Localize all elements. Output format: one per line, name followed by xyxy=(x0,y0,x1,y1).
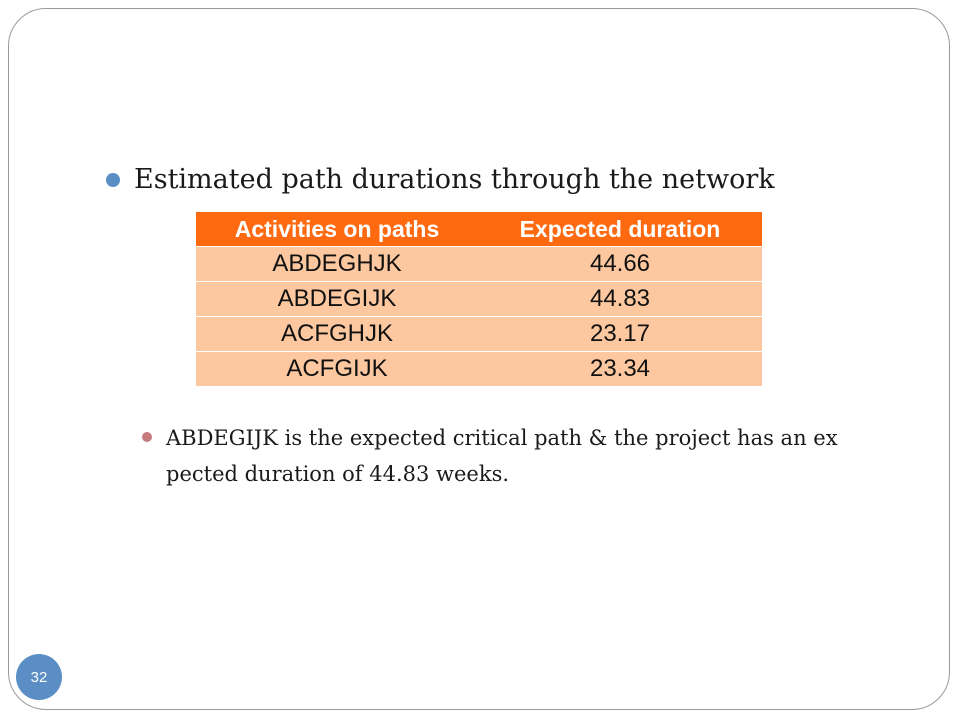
table-row xyxy=(196,352,762,387)
main-bullet xyxy=(106,158,775,202)
path-cell: ACFGHJK xyxy=(196,317,478,352)
path-cell: ABDEGHJK xyxy=(196,247,478,282)
table-header-row xyxy=(196,212,762,247)
path-duration-table xyxy=(196,212,762,386)
bullet-heading: Estimated path durations through the network xyxy=(134,164,775,195)
table-row xyxy=(196,282,762,317)
bullet-dot-icon xyxy=(106,173,120,187)
duration-cell: 44.66 xyxy=(478,247,762,282)
duration-cell: 23.34 xyxy=(478,352,762,387)
sub-bullet xyxy=(142,420,902,492)
path-cell: ABDEGIJK xyxy=(196,282,478,317)
path-cell: ACFGIJK xyxy=(196,352,478,387)
table-row xyxy=(196,317,762,352)
column-header-paths: Activities on paths xyxy=(196,212,478,247)
sub-bullet-dot-icon xyxy=(142,432,152,442)
critical-path-note: ABDEGIJK is the expected critical path & the project has an ex pected duration of 44.83 weeks. xyxy=(166,426,838,486)
table-row xyxy=(196,247,762,282)
duration-cell: 44.83 xyxy=(478,282,762,317)
duration-cell: 23.17 xyxy=(478,317,762,352)
page-number-badge: 32 xyxy=(16,654,62,700)
column-header-duration: Expected duration xyxy=(478,212,762,247)
